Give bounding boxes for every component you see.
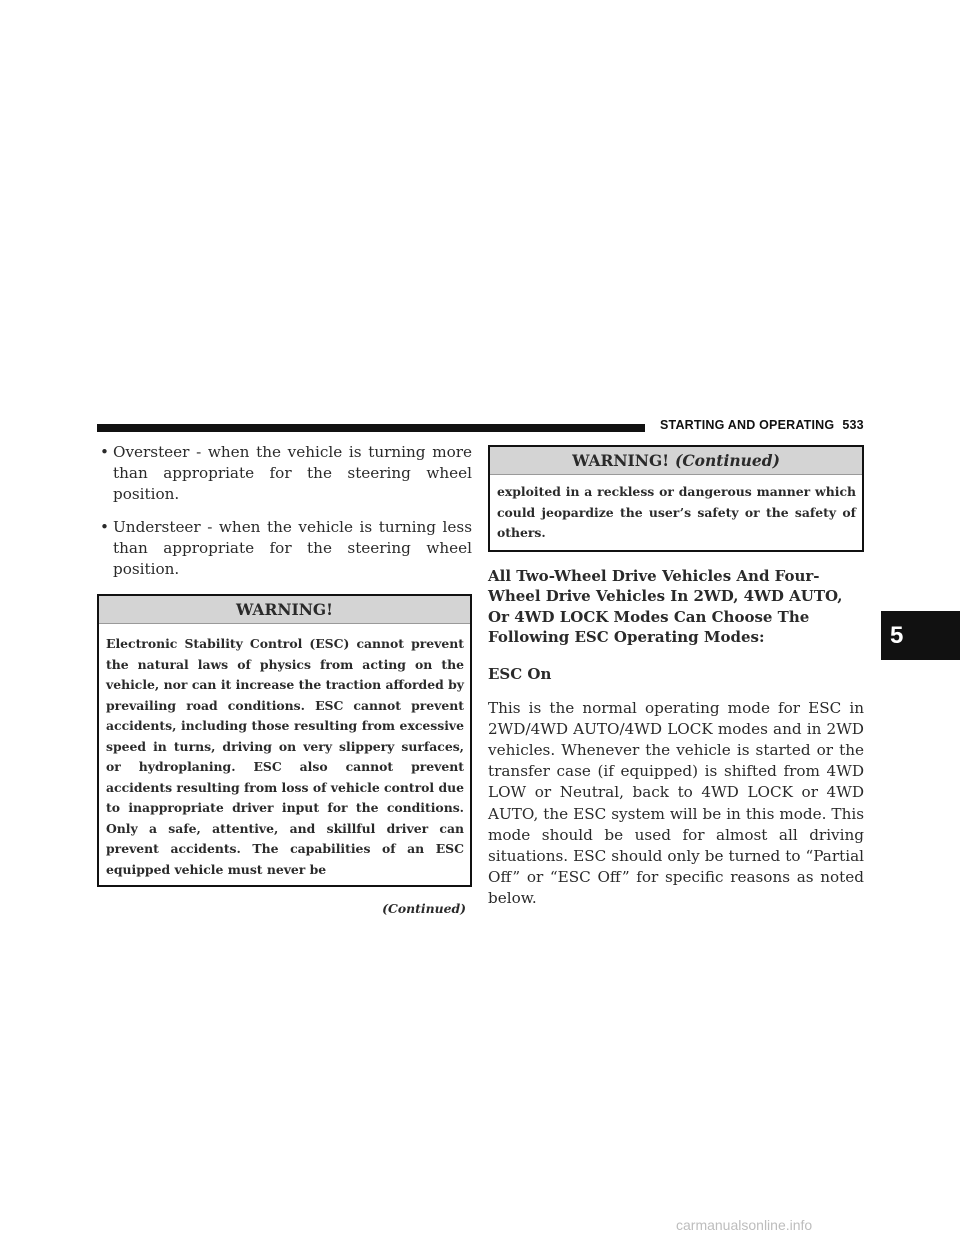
bullet-dot-icon: • <box>100 518 109 536</box>
warning-title: WARNING! <box>236 600 333 619</box>
bullet-item <box>97 517 472 580</box>
body-paragraph: This is the normal operating mode for ESC in 2WD/4WD AUTO/4WD LOCK modes and in 2WD vehicles. Whenever the vehicle is started or the transfer case (if equipped) is shifted from 4WD LOW or Neutral, back to 4WD LOCK or 4WD AUTO, the ESC system will be in this mode. This mode should be used for almost all driving situations. ESC should only be turned to “Partial Off” or “ESC Off” for specific reasons as noted below. <box>488 698 864 908</box>
warning-body: exploited in a reckless or dangerous manner which could jeopardize the user’s safety or the safety of others. <box>497 484 856 540</box>
section-title: STARTING AND OPERATING <box>660 418 835 432</box>
bullet-item <box>97 442 472 505</box>
right-column <box>488 445 864 910</box>
bullet-text: Understeer - when the vehicle is turning less than appropriate for the steering wheel position. <box>113 518 472 578</box>
warning-box-continued <box>488 445 864 552</box>
page-number: 533 <box>842 418 864 432</box>
bullet-text: Oversteer - when the vehicle is turning more than appropriate for the steering wheel position. <box>113 443 472 503</box>
section-subheading: All Two-Wheel Drive Vehicles And Four-Wheel Drive Vehicles In 2WD, 4WD AUTO, Or 4WD LOCK Modes Can Choose The Following ESC Operating Modes: <box>488 566 843 646</box>
watermark: carmanualsonline.info <box>676 1217 813 1233</box>
warning-header <box>99 596 470 624</box>
left-column <box>97 442 472 916</box>
continued-note: (Continued) <box>382 901 466 916</box>
warning-box <box>97 594 472 887</box>
mode-heading: ESC On <box>488 664 552 683</box>
warning-continued-label: (Continued) <box>675 451 780 470</box>
chapter-tab: 5 <box>881 611 960 660</box>
warning-body: Electronic Stability Control (ESC) cannot prevent the natural laws of physics from acting on the vehicle, nor can it increase the traction afforded by prevailing road conditions. ESC cannot prevent accidents, including those resulting from excessive speed in turns, driving on very slippery surfaces, or hydroplaning. ESC also cannot prevent accidents resulting from loss of vehicle control due to inappropriate driver input for the conditions. Only a safe, attentive, and skillful driver can prevent accidents. The capabilities of an ESC equipped vehicle must never be <box>106 636 464 877</box>
bullet-dot-icon: • <box>100 443 109 461</box>
warning-title: WARNING! <box>572 451 670 470</box>
running-header <box>660 418 864 432</box>
warning-header <box>490 447 862 475</box>
header-rule <box>97 424 645 432</box>
